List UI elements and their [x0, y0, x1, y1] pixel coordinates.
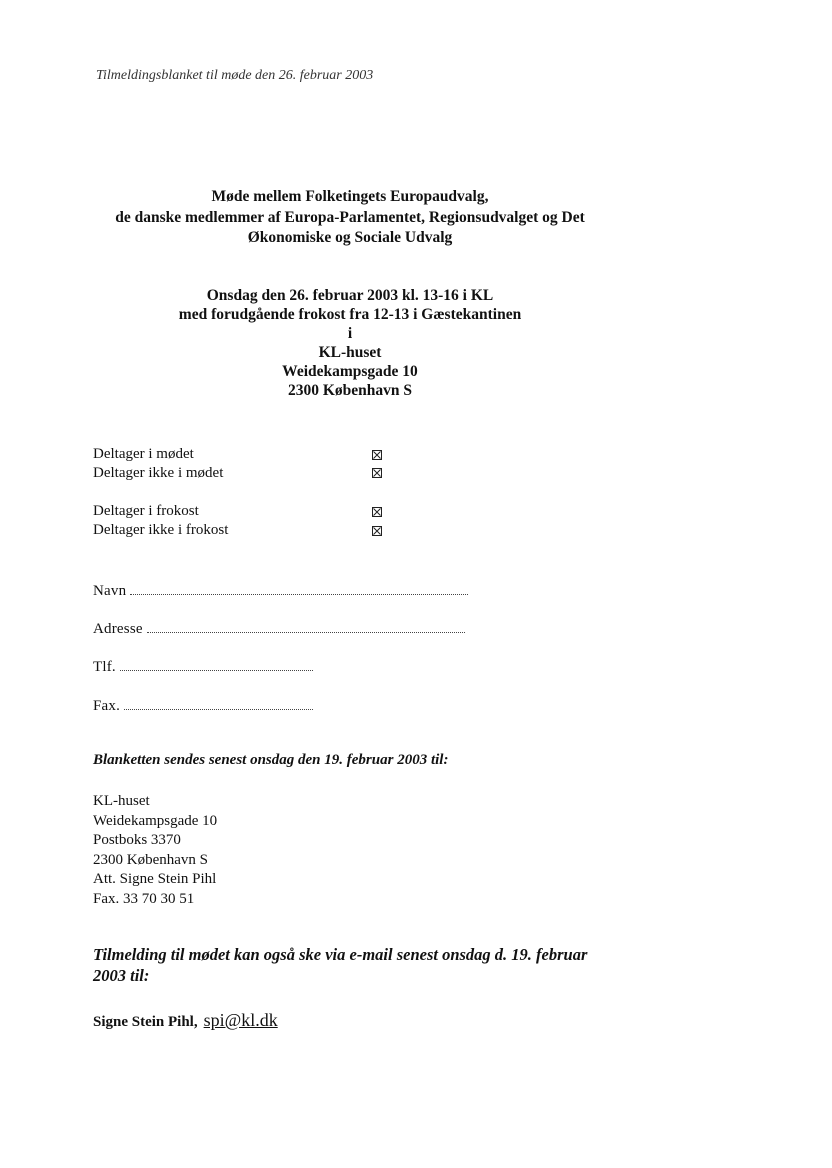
title-line-2: de danske medlemmer af Europa-Parlamentet, Regionsudvalget og Det	[115, 208, 585, 226]
option-skip-meeting-label: Deltager ikke i mødet	[93, 465, 224, 481]
checkbox-cross-icon	[373, 527, 381, 535]
send-address-line-2: Weidekampsgade 10	[93, 812, 218, 829]
option-skip-meeting-checkbox[interactable]	[372, 468, 382, 478]
send-address-line-5: Att. Signe Stein Pihl	[93, 871, 217, 887]
contact-line	[93, 1010, 278, 1031]
phone-field-line	[120, 658, 313, 671]
option-skip-lunch-checkbox[interactable]	[372, 526, 382, 536]
send-address-line-1: KL-huset	[93, 793, 150, 809]
address-field-label: Adresse	[93, 621, 143, 637]
meeting-title	[60, 187, 640, 249]
deadline-text: Blanketten sendes senest onsdag den 19. februar 2003 til:	[93, 752, 449, 768]
option-attend-meeting-label: Deltager i mødet	[93, 446, 194, 462]
checkbox-cross-icon	[373, 451, 381, 459]
option-attend-lunch-checkbox[interactable]	[372, 507, 382, 517]
fax-field-line	[124, 697, 313, 710]
title-line-3: Økonomiske og Sociale Udvalg	[247, 229, 453, 246]
name-field-label: Navn	[93, 583, 127, 599]
venue-line-4: KL-huset	[318, 344, 382, 361]
contact-name: Signe Stein Pihl,	[93, 1014, 198, 1030]
title-line-1: Møde mellem Folketingets Europaudvalg,	[211, 188, 489, 205]
venue-line-6: 2300 København S	[287, 382, 413, 399]
address-field[interactable]	[93, 620, 465, 638]
venue-line-5: Weidekampsgade 10	[282, 363, 418, 380]
meeting-venue	[60, 286, 640, 400]
send-address-line-4: 2300 København S	[93, 851, 208, 868]
contact-email-link[interactable]: spi@kl.dk	[203, 1010, 278, 1030]
header-note: Tilmeldingsblanket til møde den 26. februar 2003	[96, 68, 374, 83]
option-skip-lunch-label: Deltager ikke i frokost	[93, 522, 229, 538]
email-note: Tilmelding til mødet kan også ske via e-mail senest onsdag d. 19. februar 2003 til:	[93, 945, 588, 985]
name-field[interactable]	[93, 582, 468, 600]
venue-line-2: med forudgående frokost fra 12-13 i Gæstekantinen	[178, 306, 522, 323]
option-attend-lunch-label: Deltager i frokost	[93, 503, 199, 519]
send-address-line-3: Postboks 3370	[93, 832, 181, 848]
checkbox-cross-icon	[373, 508, 381, 516]
fax-field-label: Fax.	[93, 698, 121, 714]
send-address-line-6: Fax. 33 70 30 51	[93, 890, 195, 907]
address-field-line	[147, 620, 465, 633]
send-address	[93, 792, 217, 909]
phone-field[interactable]	[93, 658, 313, 676]
venue-line-1: Onsdag den 26. februar 2003 kl. 13-16 i KL	[206, 287, 494, 304]
option-attend-meeting-checkbox[interactable]	[372, 450, 382, 460]
venue-line-3: i	[347, 325, 353, 342]
name-field-line	[130, 582, 468, 595]
fax-field[interactable]	[93, 697, 313, 715]
phone-field-label: Tlf.	[93, 659, 116, 675]
checkbox-cross-icon	[373, 469, 381, 477]
